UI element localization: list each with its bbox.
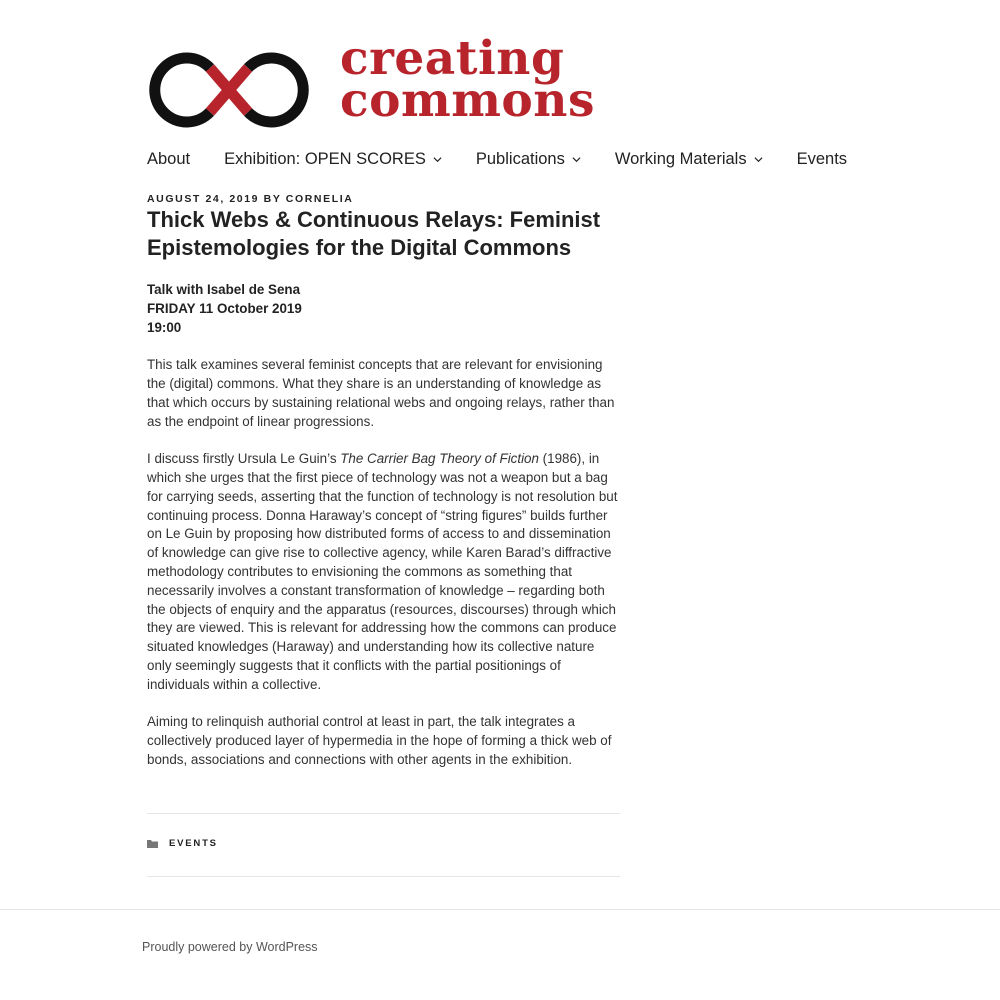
event-date-line: FRIDAY 11 October 2019 [147,300,302,316]
post-content [147,281,622,789]
nav-item-about[interactable] [147,150,190,169]
post-by-label: BY [263,193,282,205]
nav-item-label: About [147,150,191,168]
chevron-down-icon [754,155,763,164]
main-navigation [147,150,881,169]
post-date-link[interactable]: AUGUST 24, 2019 [147,193,260,205]
infinity-x-logo-icon [146,50,316,130]
post-meta [147,193,353,205]
paragraph-intro: This talk examines several feminist concepts that are relevant for envisioning the (digital) commons. What they share is an understanding of knowledge as that which occurs by sustaining relational webs and ongoing relays, rather than as the endpoint of linear progressions. [147,357,615,429]
nav-item-exhibition[interactable] [224,150,442,169]
book-title: The Carrier Bag Theory of Fiction [340,451,539,467]
nav-item-label: Working Materials [614,150,747,168]
chevron-down-icon [572,155,581,164]
nav-item-label: Exhibition: OPEN SCORES [224,150,426,168]
paragraph-text: I discuss firstly Ursula Le Guin’s [147,451,341,467]
event-info [147,281,622,337]
nav-item-publications[interactable] [476,150,581,169]
site-title-line1: creating [340,31,565,86]
post-categories [147,838,218,849]
event-talk-line: Talk with Isabel de Sena [147,282,301,297]
category-link[interactable]: EVENTS [169,838,218,849]
footer-credit-link[interactable]: Proudly powered by WordPress [142,940,318,954]
event-time-line: 19:00 [147,319,182,335]
divider [147,876,620,877]
post-title: Thick Webs & Continuous Relays: Feminist Epistemologies for the Digital Commons [147,207,601,260]
site-logo[interactable] [146,31,606,130]
post-author-link[interactable]: CORNELIA [285,193,354,205]
paragraph-discussion [147,450,622,694]
site-title-line2: commons [340,73,595,128]
nav-item-events[interactable] [797,150,847,169]
folder-icon [147,839,159,849]
paragraph-text: (1986), in which she urges that the first piece of technology was not a weapon but a bag for carrying seeds, asserting that the function of technology is not resolution but continuing process. Donna Haraway’s concept of “string figures” builds further on Le Guin by proposing how distributed forms of access to and dissemination of knowledge can give rise to collective agency, while Karen Barad’s diffractive methodology contributes to envisioning the commons as something that necessarily involves a constant transformation of knowledge – regarding both the objects of enquiry and the apparatus (resources, discourses) through which they are viewed. This is relevant for addressing how the commons can produce situated knowledges (Haraway) and understanding how its collective nature only seemingly suggests that it conflicts with the partial positionings of individuals within a collective. [147,451,618,692]
nav-item-label: Events [796,150,848,168]
divider [147,813,620,814]
site-title [340,31,595,128]
chevron-down-icon [433,155,442,164]
nav-item-working-materials[interactable] [615,150,763,169]
paragraph-closing: Aiming to relinquish authorial control at least in part, the talk integrates a collectively produced layer of hypermedia in the hope of forming a thick web of bonds, associations and connections with other agents in the exhibition. [147,714,612,767]
nav-item-label: Publications [475,150,565,168]
footer-divider [0,909,1000,910]
